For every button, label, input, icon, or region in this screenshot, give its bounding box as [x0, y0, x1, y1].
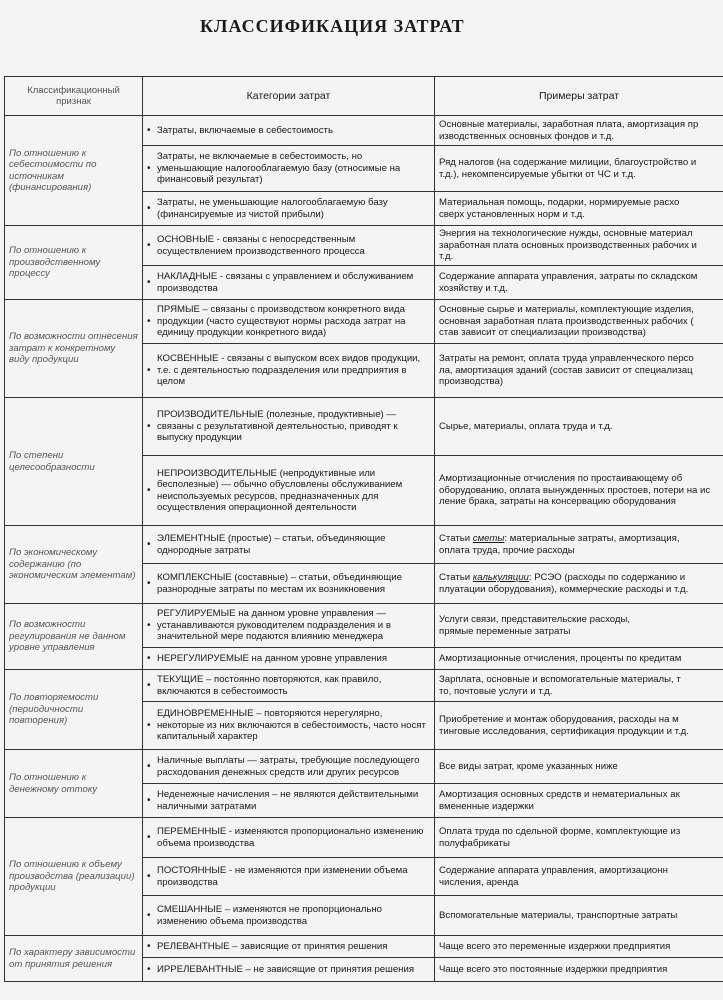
cost-category: • Затраты, включаемые в себестоимость	[143, 116, 435, 146]
example-line: Содержание аппарата управления, затраты по складском	[439, 271, 698, 282]
example-line: Услуги связи, представительские расходы,	[439, 614, 631, 625]
cost-examples	[435, 784, 723, 818]
table-row	[5, 750, 723, 784]
cost-category: • КОСВЕННЫЕ - связаны с выпуском всех видов продукции, т.е. с деятельностью подразделения или предприятия в целом	[143, 344, 435, 398]
example-line: Вспомогательные материалы, транспортные затраты	[439, 909, 678, 921]
table-row	[5, 526, 723, 564]
cost-category: • ОСНОВНЫЕ - связаны с непосредственным осуществлением производственного процесса	[143, 226, 435, 266]
cost-examples	[435, 192, 723, 226]
cost-examples	[435, 818, 723, 858]
table-row	[5, 604, 723, 648]
header-category: Категории затрат	[143, 77, 435, 116]
cost-examples	[435, 958, 723, 982]
classification-criterion: По степени целесообразности	[5, 398, 143, 526]
cost-examples	[435, 750, 723, 784]
cost-classification-table	[4, 76, 723, 982]
cost-examples	[435, 344, 723, 398]
classification-criterion: По возможности регулирования не данном уровне управления	[5, 604, 143, 670]
example-line: Сырье, материалы, оплата труда и т.д.	[439, 420, 613, 432]
cost-category: • ПЕРЕМЕННЫЕ - изменяются пропорционально изменению объема производства	[143, 818, 435, 858]
example-line: Все виды затрат, кроме указанных ниже	[439, 760, 618, 772]
example-line: оборудованию, оплата вынужденных простоев, потери на ис	[439, 484, 711, 496]
cost-category: • ПРОИЗВОДИТЕЛЬНЫЕ (полезные, продуктивные) — связаны с результативной деятельностью, приводят к выпуску продукции	[143, 398, 435, 456]
cost-examples	[435, 116, 723, 146]
example-line: Зарплата, основные и вспомогательные материалы, т	[439, 674, 681, 685]
header-criterion: Классификационный признак	[5, 77, 143, 116]
table-row	[5, 818, 723, 858]
example-term: калькуляции	[472, 572, 529, 583]
example-line: прямые переменные затраты	[439, 625, 571, 637]
example-line: сверх установленных норм и т.д.	[439, 208, 585, 220]
example-line: Чаще всего это постоянные издержки предприятия	[439, 963, 668, 975]
example-line: Амортизационные отчисления, проценты по кредитам	[439, 652, 682, 664]
example-line: Амортизационные отчисления по простаивающему об	[439, 473, 683, 485]
cost-category: • ЕДИНОВРЕМЕННЫЕ – повторяются нерегулярно, некоторые из них включаются в себестоимость, часто носят капитальный характер	[143, 702, 435, 750]
example-line: числения, аренда	[439, 876, 519, 888]
cost-examples	[435, 896, 723, 936]
example-line: ла, амортизация зданий (состав зависит от специализац	[439, 364, 693, 376]
example-line: Чаще всего это переменные издержки предприятия	[439, 940, 671, 952]
example-line: производства)	[439, 376, 504, 388]
example-line: оплата труда, прочие расходы	[439, 544, 575, 556]
example-line: Основные сырье и материалы, комплектующие изделия,	[439, 304, 694, 316]
classification-criterion: По характеру зависимости от принятия решения	[5, 936, 143, 982]
example-line: заработная плата основных производственных рабочих и	[439, 239, 697, 251]
example-line: Амортизация основных средств и нематериальных ак	[439, 789, 680, 800]
example-line: Затраты на ремонт, оплата труда управленческого персо	[439, 353, 694, 365]
cost-category: • НЕПРОИЗВОДИТЕЛЬНЫЕ (непродуктивные или бесполезные) — обычно обусловлены обслуживанием неиспользуемых ресурсов, предназначенных для осуществления операционной деятельности	[143, 456, 435, 526]
example-tail: : материальные затраты, амортизация,	[504, 533, 680, 544]
example-line: то, почтовые услуги и т.д.	[439, 685, 553, 697]
table-row	[5, 116, 723, 146]
example-tail: : РСЭО (расходы по содержанию и	[528, 572, 686, 583]
example-lead: Статьи	[439, 533, 473, 544]
page-title: КЛАССИФИКАЦИЯ ЗАТРАТ	[200, 16, 465, 36]
cost-examples	[435, 702, 723, 750]
example-line: Энергия на технологические нужды, основные материал	[439, 228, 693, 240]
header-examples: Примеры затрат	[435, 77, 723, 116]
classification-criterion: По отношению к денежному оттоку	[5, 750, 143, 818]
example-line	[439, 572, 719, 584]
cost-category: • ЭЛЕМЕНТНЫЕ (простые) – статьи, объединяющие однородные затраты	[143, 526, 435, 564]
cost-category: • Неденежные начисления – не являются действительными наличными затратами	[143, 784, 435, 818]
table-row	[5, 670, 723, 702]
cost-examples	[435, 604, 723, 648]
cost-category: • ТЕКУЩИЕ – постоянно повторяются, как правило, включаются в себестоимость	[143, 670, 435, 702]
cost-category: • Затраты, не уменьшающие налогооблагаемую базу (финансируемые из чистой прибыли)	[143, 192, 435, 226]
example-line: хозяйству и т.д.	[439, 282, 508, 294]
example-line: вмененные издержки	[439, 800, 534, 812]
table-row	[5, 398, 723, 456]
cost-category: • ИРРЕЛЕВАНТНЫЕ – не зависящие от принятия решения	[143, 958, 435, 982]
example-line: Приобретение и монтаж оборудования, расходы на м	[439, 714, 679, 725]
classification-criterion: По отношению к производственному процессу	[5, 226, 143, 300]
cost-category: • ПОСТОЯННЫЕ - не изменяются при изменении объема производства	[143, 858, 435, 896]
example-line: т.д.), некомпенсируемые убытки от ЧС и т.д.	[439, 168, 636, 180]
cost-category: • НАКЛАДНЫЕ - связаны с управлением и обслуживанием производства	[143, 266, 435, 300]
example-line	[439, 533, 719, 545]
table-row	[5, 226, 723, 266]
cost-category: • Затраты, не включаемые в себестоимость, но уменьшающие налогооблагаемую базу (относимые на финансовый результат)	[143, 146, 435, 192]
cost-category: • ПРЯМЫЕ – связаны с производством конкретного вида продукции (часто существуют нормы расхода затрат на единицу продукции конкретного вида)	[143, 300, 435, 344]
cost-examples	[435, 648, 723, 670]
cost-examples	[435, 266, 723, 300]
example-line: Содержание аппарата управления, амортизационн	[439, 865, 668, 876]
example-line: полуфабрикаты	[439, 837, 510, 849]
example-lead: Статьи	[439, 572, 473, 583]
cost-category: • СМЕШАННЫЕ – изменяются не пропорционально изменению объема производства	[143, 896, 435, 936]
example-line: Основные материалы, заработная плата, амортизация пр	[439, 119, 699, 130]
classification-criterion: По экономическому содержанию (по экономическим элементам)	[5, 526, 143, 604]
cost-category: • Наличные выплаты — затраты, требующие последующего расходования денежных средств или других ресурсов	[143, 750, 435, 784]
cost-examples	[435, 526, 723, 564]
example-line: Оплата труда по сдельной форме, комплектующие из	[439, 826, 681, 837]
table-row	[5, 936, 723, 958]
example-line: тинговые исследования, сертификация продукции и т.д.	[439, 725, 689, 737]
example-line: Ряд налогов (на содержание милиции, благоустройство и	[439, 157, 697, 168]
cost-examples	[435, 226, 723, 266]
cost-examples	[435, 146, 723, 192]
classification-criterion: По возможности отнесения затрат к конкретному виду продукции	[5, 300, 143, 398]
classification-criterion: По отношению к себестоимости по источникам (финансирования)	[5, 116, 143, 226]
example-line: т.д.	[439, 251, 454, 263]
example-line: ление брака, затраты на консервацию оборудования	[439, 496, 676, 508]
cost-examples	[435, 564, 723, 604]
cost-examples	[435, 456, 723, 526]
classification-criterion: По отношению к объему производства (реализации) продукции	[5, 818, 143, 936]
cost-category: • РЕГУЛИРУЕМЫЕ на данном уровне управления — устанавливаются руководителем подразделения и в значительной мере подаются влиянию менеджера	[143, 604, 435, 648]
example-line: став зависит от специализации производства)	[439, 327, 646, 339]
table-body	[5, 116, 723, 982]
cost-category: • РЕЛЕВАНТНЫЕ – зависящие от принятия решения	[143, 936, 435, 958]
classification-criterion: По повторяемости (периодичности повторения)	[5, 670, 143, 750]
cost-examples	[435, 670, 723, 702]
cost-category: • НЕРЕГУЛИРУЕМЫЕ на данном уровне управления	[143, 648, 435, 670]
cost-examples	[435, 398, 723, 456]
table-header-row	[5, 77, 723, 116]
example-line: плуатации оборудования), коммерческие расходы и т.д.	[439, 583, 689, 595]
table-row	[5, 300, 723, 344]
example-line: Материальная помощь, подарки, нормируемые расхо	[439, 197, 680, 208]
cost-examples	[435, 858, 723, 896]
cost-examples	[435, 936, 723, 958]
example-term: сметы	[472, 533, 505, 544]
example-line: основная заработная плата производственных рабочих (	[439, 315, 694, 327]
cost-category: • КОМПЛЕКСНЫЕ (составные) – статьи, объединяющие разнородные затраты по местам их возникновения	[143, 564, 435, 604]
example-line: изводственных основных фондов и т.д.	[439, 130, 614, 142]
cost-examples	[435, 300, 723, 344]
